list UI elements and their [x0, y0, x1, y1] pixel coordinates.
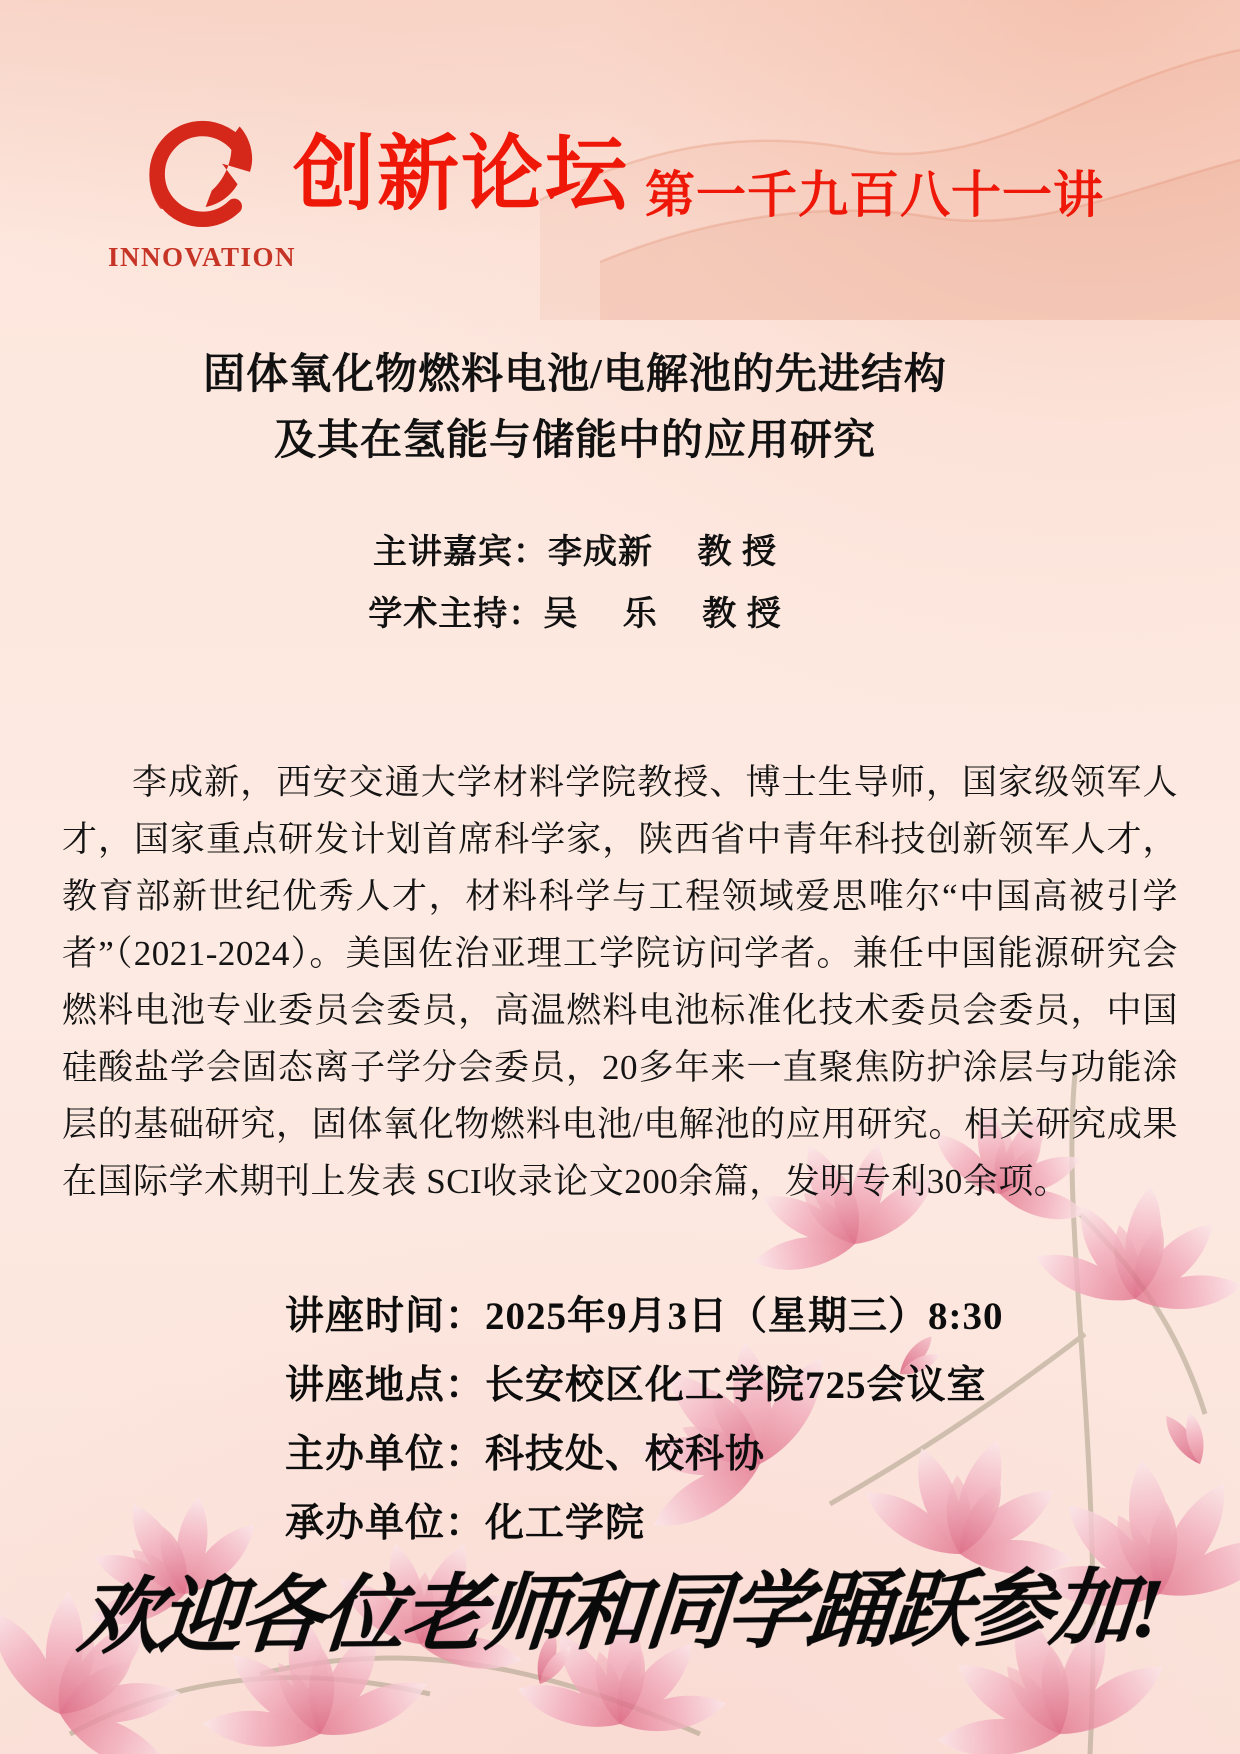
- detail-undertaker: 承办单位：化工学院: [285, 1502, 646, 1545]
- detail-organizer: 主办单位：科技处、校科协: [285, 1433, 766, 1476]
- innovation-enso-logo-icon: [135, 110, 270, 242]
- speakers: [0, 522, 1150, 646]
- speaker-host: 学术主持：吴 乐 教 授: [368, 596, 782, 633]
- forum-title: 创新论坛: [293, 129, 630, 220]
- logo-text: INNOVATION: [107, 242, 297, 272]
- event-details: [285, 1282, 1180, 1558]
- lecture-number: 第一千九百八十一讲: [645, 167, 1104, 223]
- talk-title-line2: 及其在氢能与储能中的应用研究: [273, 418, 876, 464]
- talk-title: [0, 342, 1150, 474]
- logo-block: [98, 110, 306, 273]
- detail-time: 讲座时间：2025年9月3日（星期三）8:30: [285, 1295, 1004, 1338]
- detail-place: 讲座地点：长安校区化工学院725会议室: [285, 1364, 987, 1407]
- welcome-calligraphy: 欢迎各位老师和同学踊跃参加!: [73, 1562, 1165, 1665]
- talk-title-line1: 固体氧化物燃料电池/电解池的先进结构: [203, 352, 947, 398]
- speaker-guest: 主讲嘉宾：李成新 教 授: [373, 534, 777, 571]
- bio-paragraph: 李成新，西安交通大学材料学院教授、博士生导师，国家级领军人才，国家重点研发计划首席科学家，陕西省中青年科技创新领军人才，教育部新世纪优秀人才，材料科学与工程领域爱思唯尔“中国高被引学者”（2021-2024）。美国佐治亚理工学院访问学者。兼任中国能源研究会燃料电池专业委员会委员，高温燃料电池标准化技术委员会委员，中国硅酸盐学会固态离子学分会委员，20多年来一直聚焦防护涂层与功能涂层的基础研究，固体氧化物燃料电池/电解池的应用研究。相关研究成果在国际学术期刊上发表 SCI收录论文200余篇，发明专利30余项。: [62, 763, 1178, 1201]
